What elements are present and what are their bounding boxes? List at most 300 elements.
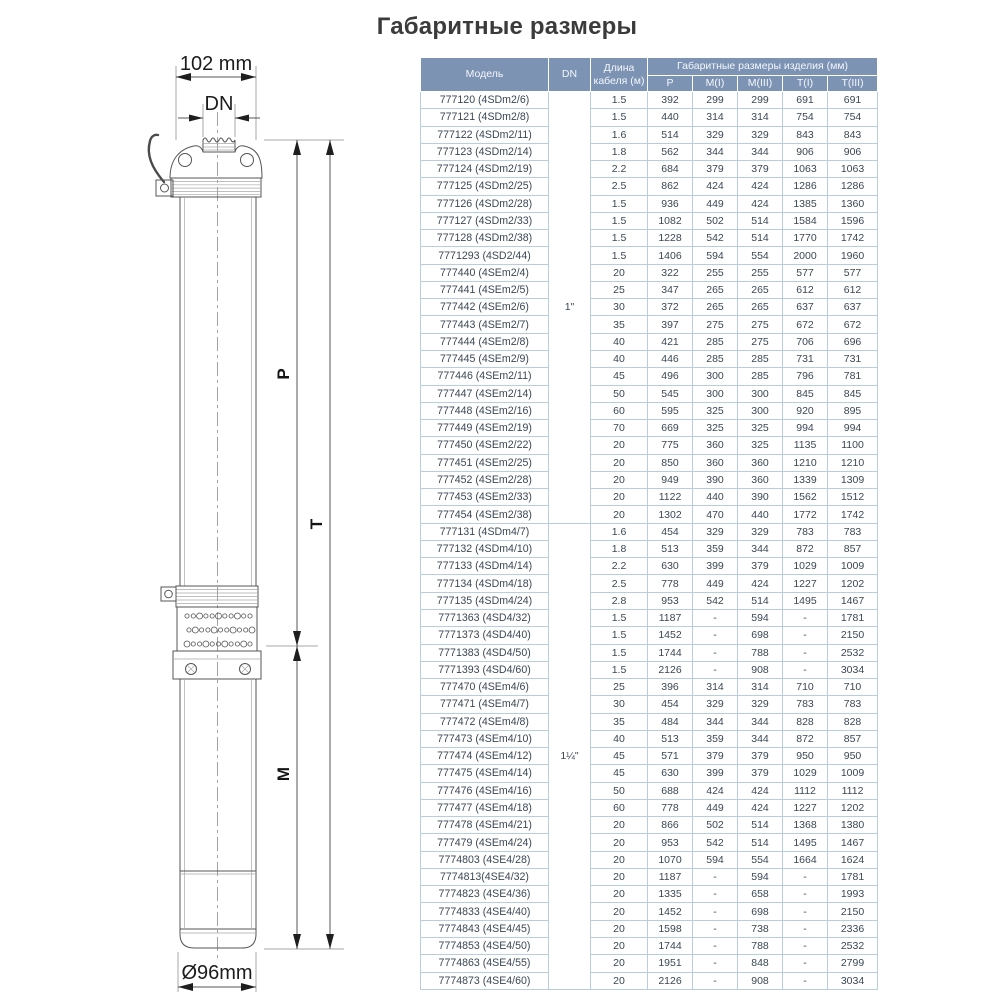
dimension-cell: - (693, 886, 738, 903)
dimension-cell: 325 (693, 402, 738, 419)
dimension-cell: 1286 (783, 178, 828, 195)
model-cell: 777448 (4SEm2/16) (421, 402, 549, 419)
model-cell: 777447 (4SEm2/14) (421, 385, 549, 402)
dimension-cell: - (783, 644, 828, 661)
dimension-cell: 329 (693, 696, 738, 713)
dn-cell: 1¼" (549, 523, 591, 989)
dimension-cell: 390 (693, 471, 738, 488)
cable-length-cell: 60 (591, 402, 648, 419)
dimension-cell: 344 (738, 540, 783, 557)
strainer-hole (210, 642, 214, 646)
dimension-cell: - (783, 920, 828, 937)
dimension-cell: 1742 (828, 230, 878, 247)
dimension-cell: 399 (693, 558, 738, 575)
dimension-cell: 325 (693, 420, 738, 437)
dimension-cell: 1302 (648, 506, 693, 523)
dimension-cell: 347 (648, 281, 693, 298)
dimension-cell: 936 (648, 195, 693, 212)
dimension-cell: 594 (738, 868, 783, 885)
dimension-cell: 710 (783, 679, 828, 696)
dimension-cell: 314 (693, 109, 738, 126)
model-cell: 777132 (4SDm4/10) (421, 540, 549, 557)
dimension-cell: 994 (828, 420, 878, 437)
dimension-cell: 612 (828, 281, 878, 298)
dimension-cell: 379 (738, 765, 783, 782)
dimension-cell: 1744 (648, 644, 693, 661)
dimension-cell: 1385 (783, 195, 828, 212)
cable-length-cell: 20 (591, 868, 648, 885)
dimension-cell: 424 (693, 178, 738, 195)
strainer-hole (230, 627, 236, 633)
header-model: Модель (421, 58, 549, 92)
dimension-cell: 275 (738, 333, 783, 350)
dimension-cell: 265 (738, 281, 783, 298)
strainer-hole (185, 614, 189, 618)
dimension-cell: 783 (828, 523, 878, 540)
cable-length-cell: 45 (591, 748, 648, 765)
dimension-cell: 484 (648, 713, 693, 730)
cable-length-cell: 2.8 (591, 592, 648, 609)
table-row (421, 299, 878, 316)
cable-length-cell: 25 (591, 679, 648, 696)
model-cell: 777472 (4SEm4/8) (421, 713, 549, 730)
strainer-hole (184, 641, 190, 647)
dimension-cell: - (783, 609, 828, 626)
dimension-cell: 329 (738, 523, 783, 540)
suction-strainer-holes (184, 613, 255, 647)
dimension-cell: 950 (783, 748, 828, 765)
dimension-cell: 1187 (648, 868, 693, 885)
model-cell: 777476 (4SEm4/16) (421, 782, 549, 799)
model-cell: 7771373 (4SD4/40) (421, 627, 549, 644)
cable-clamp-bottom (161, 587, 176, 601)
dimension-cell: - (693, 938, 738, 955)
dimension-cell: 449 (693, 575, 738, 592)
dimension-cell: 1029 (783, 558, 828, 575)
table-row (421, 851, 878, 868)
dimension-cell: 1584 (783, 212, 828, 229)
strainer-hole (191, 614, 195, 618)
lower-ribbed-band (161, 586, 258, 607)
dimension-cell: 392 (648, 92, 693, 109)
strainer-hole (234, 613, 240, 619)
dimension-cell: 359 (693, 540, 738, 557)
label-dn: DN (204, 93, 234, 115)
dimension-cell: 630 (648, 765, 693, 782)
dimension-cell: 637 (828, 299, 878, 316)
model-cell: 777128 (4SDm2/38) (421, 230, 549, 247)
cable-length-cell: 1.5 (591, 195, 648, 212)
strainer-hole (229, 642, 233, 646)
dimension-cell: - (783, 886, 828, 903)
dimension-cell: 454 (648, 523, 693, 540)
dimension-cell: 706 (783, 333, 828, 350)
dimension-cell: 542 (693, 592, 738, 609)
dimension-cell: 872 (783, 730, 828, 747)
dimension-cell: 1951 (648, 955, 693, 972)
table-body (421, 92, 878, 990)
table-row (421, 799, 878, 816)
dimension-cell: 3034 (828, 972, 878, 989)
cable-length-cell: 20 (591, 817, 648, 834)
discharge-port (203, 138, 235, 152)
dimension-cell: - (693, 868, 738, 885)
table-row (421, 109, 878, 126)
dimension-cell: 314 (738, 679, 783, 696)
dimension-cell: 778 (648, 799, 693, 816)
dimension-cell: 470 (693, 506, 738, 523)
cable-length-cell: 60 (591, 799, 648, 816)
dimension-cell: 514 (648, 126, 693, 143)
dimension-cell: - (693, 644, 738, 661)
table-row (421, 609, 878, 626)
cable-length-cell: 20 (591, 955, 648, 972)
dimension-cell: 514 (738, 230, 783, 247)
dimension-cell: 440 (648, 109, 693, 126)
cable-length-cell: 40 (591, 350, 648, 367)
table-row (421, 350, 878, 367)
dimension-cell: 329 (738, 696, 783, 713)
dimension-cell: 1187 (648, 609, 693, 626)
dimension-cell: 359 (693, 730, 738, 747)
header-dn: DN (549, 58, 591, 92)
dimension-cell: 1770 (783, 230, 828, 247)
model-cell: 777134 (4SDm4/18) (421, 575, 549, 592)
table-row (421, 385, 878, 402)
dimension-cell: 1029 (783, 765, 828, 782)
dimension-cell: 1993 (828, 886, 878, 903)
cable-length-cell: 40 (591, 333, 648, 350)
dimension-cell: 513 (648, 540, 693, 557)
cable-length-cell: 1.5 (591, 109, 648, 126)
model-cell: 777473 (4SEm4/10) (421, 730, 549, 747)
model-cell: 777479 (4SEm4/24) (421, 834, 549, 851)
model-cell: 7774813(4SE4/32) (421, 868, 549, 885)
model-cell: 777450 (4SEm2/22) (421, 437, 549, 454)
strainer-hole (248, 642, 252, 646)
label-t: T (307, 518, 326, 530)
cable-length-cell: 45 (591, 368, 648, 385)
dimension-cell: 731 (783, 350, 828, 367)
dimension-cell: 255 (693, 264, 738, 281)
dimension-cell: 1339 (783, 471, 828, 488)
dimension-cell: 577 (783, 264, 828, 281)
strainer-hole (237, 628, 241, 632)
cable-line (149, 135, 164, 182)
cable-length-cell: 20 (591, 454, 648, 471)
model-cell: 777441 (4SEm2/5) (421, 281, 549, 298)
model-cell: 7774843 (4SE4/45) (421, 920, 549, 937)
dimension-cell: 255 (738, 264, 783, 281)
strainer-hole (241, 641, 247, 647)
dimension-cell: 449 (693, 195, 738, 212)
strainer-hole (206, 628, 210, 632)
label-diameter-96mm: Ø96mm (181, 962, 253, 984)
dimension-cell: 329 (738, 126, 783, 143)
dimension-cell: 300 (738, 402, 783, 419)
dimension-cell: 1772 (783, 506, 828, 523)
model-cell: 777123 (4SDm2/14) (421, 143, 549, 160)
dimension-cell: - (693, 903, 738, 920)
dimension-cell: 397 (648, 316, 693, 333)
dimension-cell: 1781 (828, 609, 878, 626)
table-row (421, 679, 878, 696)
dimension-cell: 1063 (783, 161, 828, 178)
cable-length-cell: 20 (591, 489, 648, 506)
dimension-cell: 1135 (783, 437, 828, 454)
dimension-cell: 1380 (828, 817, 878, 834)
dimension-cell: 850 (648, 454, 693, 471)
dimension-cell: 1781 (828, 868, 878, 885)
dimension-cell: 637 (783, 299, 828, 316)
dimension-cell: 778 (648, 575, 693, 592)
table-row (421, 454, 878, 471)
dimension-cell: 1210 (828, 454, 878, 471)
model-cell: 777446 (4SEm2/11) (421, 368, 549, 385)
cable-length-cell: 1.5 (591, 247, 648, 264)
dimension-cell: 1309 (828, 471, 878, 488)
dimension-cell: 688 (648, 782, 693, 799)
model-cell: 777471 (4SEm4/7) (421, 696, 549, 713)
table-row (421, 161, 878, 178)
dimension-cell: 828 (783, 713, 828, 730)
table-row (421, 195, 878, 212)
page-title: Габаритные размеры (376, 13, 638, 40)
dimension-cell: 514 (738, 212, 783, 229)
dimension-cell: 691 (828, 92, 878, 109)
dimension-cell: 2126 (648, 972, 693, 989)
dimension-cell: - (693, 661, 738, 678)
model-cell: 7774853 (4SE4/50) (421, 938, 549, 955)
dimension-cell: 738 (738, 920, 783, 937)
motor-body (180, 679, 256, 948)
dimension-cell: 1227 (783, 575, 828, 592)
dimension-cell: 285 (693, 333, 738, 350)
dimension-cell: 1467 (828, 834, 878, 851)
dimension-cell: 1009 (828, 765, 878, 782)
model-cell: 777454 (4SEm2/38) (421, 506, 549, 523)
dimension-cell: 446 (648, 350, 693, 367)
dimension-cell: 783 (783, 696, 828, 713)
header-cable-length: Длина кабеля (м) (591, 58, 648, 92)
strainer-hole (191, 642, 195, 646)
dimension-cell: - (693, 972, 738, 989)
dimension-cell: - (693, 920, 738, 937)
cable-length-cell: 30 (591, 299, 648, 316)
model-cell: 777135 (4SDm4/24) (421, 592, 549, 609)
table-row (421, 247, 878, 264)
dimension-cell: 872 (783, 540, 828, 557)
model-cell: 777475 (4SEm4/14) (421, 765, 549, 782)
dimension-cell: 866 (648, 817, 693, 834)
dimension-cell: 421 (648, 333, 693, 350)
dimension-cell: 1335 (648, 886, 693, 903)
dimension-cell: 440 (693, 489, 738, 506)
dimension-cell: 424 (738, 575, 783, 592)
dimension-cell: 514 (738, 834, 783, 851)
cable-length-cell: 2.2 (591, 161, 648, 178)
model-cell: 7774833 (4SE4/40) (421, 903, 549, 920)
dimension-cell: 1960 (828, 247, 878, 264)
dimension-cell: 554 (738, 851, 783, 868)
dimension-cell: 1360 (828, 195, 878, 212)
coupling-flange (173, 651, 261, 679)
table-row (421, 212, 878, 229)
table-row (421, 765, 878, 782)
cable-length-cell: 1.6 (591, 126, 648, 143)
dimension-cell: 344 (738, 713, 783, 730)
table-row (421, 592, 878, 609)
dimension-cell: 658 (738, 886, 783, 903)
strainer-hole (235, 642, 239, 646)
dimension-cell: 783 (828, 696, 878, 713)
model-cell: 777124 (4SDm2/19) (421, 161, 549, 178)
table-row (421, 264, 878, 281)
model-cell: 7771383 (4SD4/50) (421, 644, 549, 661)
cable-length-cell: 50 (591, 782, 648, 799)
dimension-cell: 672 (828, 316, 878, 333)
dimension-cell: 360 (693, 437, 738, 454)
dimension-cell: - (783, 903, 828, 920)
strainer-hole (204, 614, 208, 618)
cable-length-cell: 20 (591, 471, 648, 488)
dimension-cell: 344 (738, 730, 783, 747)
dimension-diameter-96mm (178, 952, 256, 992)
cable-length-cell: 1.5 (591, 609, 648, 626)
cable-length-cell: 25 (591, 281, 648, 298)
dimension-cell: 2000 (783, 247, 828, 264)
dimension-cell: 360 (738, 454, 783, 471)
dimension-cell: - (783, 661, 828, 678)
cable-length-cell: 20 (591, 972, 648, 989)
dimension-cell: 953 (648, 592, 693, 609)
table-row (421, 972, 878, 989)
dimension-cell: 1100 (828, 437, 878, 454)
dimensions-table (420, 57, 878, 990)
model-cell: 777477 (4SEm4/18) (421, 799, 549, 816)
dimension-cell: 514 (738, 817, 783, 834)
dimension-cell: - (783, 938, 828, 955)
dimension-cell: 953 (648, 834, 693, 851)
dimension-cell: 1210 (783, 454, 828, 471)
dimension-cell: 2532 (828, 938, 878, 955)
lifting-lug-hole-right (241, 154, 254, 167)
model-cell: 777121 (4SDm2/8) (421, 109, 549, 126)
dn-cell: 1" (549, 92, 591, 524)
dimension-cell: 1202 (828, 799, 878, 816)
dimension-cell: 1624 (828, 851, 878, 868)
cable-length-cell: 45 (591, 765, 648, 782)
dimension-cell: 1286 (828, 178, 878, 195)
dimension-cell: 691 (783, 92, 828, 109)
dimension-cell: 1202 (828, 575, 878, 592)
dimension-cell: 698 (738, 627, 783, 644)
model-cell: 777478 (4SEm4/21) (421, 817, 549, 834)
cable-length-cell: 20 (591, 903, 648, 920)
dimension-cell: 399 (693, 765, 738, 782)
dimension-cell: 344 (693, 143, 738, 160)
dimension-cell: 594 (738, 609, 783, 626)
dimension-p-m-t (264, 140, 344, 949)
model-cell: 777122 (4SDm2/11) (421, 126, 549, 143)
dimension-cell: 314 (693, 679, 738, 696)
pump-head (170, 146, 262, 178)
dimension-cell: 862 (648, 178, 693, 195)
table-row (421, 281, 878, 298)
table-row (421, 782, 878, 799)
strainer-hole (210, 614, 214, 618)
dimension-cell: 594 (693, 247, 738, 264)
table-row (421, 730, 878, 747)
dimension-cell: 906 (828, 143, 878, 160)
dimension-cell: 344 (738, 143, 783, 160)
table-row (421, 661, 878, 678)
strainer-hole (223, 614, 227, 618)
table-row (421, 558, 878, 575)
dimension-cell: 325 (738, 420, 783, 437)
model-cell: 777443 (4SEm2/7) (421, 316, 549, 333)
dimension-cell: 372 (648, 299, 693, 316)
table-row (421, 506, 878, 523)
strainer-hole (218, 628, 222, 632)
table-row (421, 523, 878, 540)
dimension-cell: 1744 (648, 938, 693, 955)
dimension-cell: - (783, 972, 828, 989)
cable-length-cell: 1.5 (591, 661, 648, 678)
table-row (421, 437, 878, 454)
cable-length-cell: 20 (591, 938, 648, 955)
table-row (421, 627, 878, 644)
dimension-cell: 848 (738, 955, 783, 972)
model-cell: 7774863 (4SE4/55) (421, 955, 549, 972)
header-dim-t3: T(III) (828, 76, 878, 92)
strainer-hole (242, 614, 246, 618)
dimension-cell: 949 (648, 471, 693, 488)
dimension-cell: 857 (828, 730, 878, 747)
cable-length-cell: 30 (591, 696, 648, 713)
model-cell: 777127 (4SDm2/33) (421, 212, 549, 229)
dimension-cell: 710 (828, 679, 878, 696)
dimension-cell: 562 (648, 143, 693, 160)
table-row (421, 368, 878, 385)
cable-length-cell: 20 (591, 886, 648, 903)
dimension-cell: - (783, 955, 828, 972)
cable-length-cell: 2.2 (591, 558, 648, 575)
dimension-cell: 1082 (648, 212, 693, 229)
dimension-cell: 1512 (828, 489, 878, 506)
dimension-cell: 300 (738, 385, 783, 402)
dimension-cell: - (783, 627, 828, 644)
dimension-cell: 454 (648, 696, 693, 713)
strainer-hole (222, 641, 228, 647)
dimension-cell: 275 (693, 316, 738, 333)
dimension-cell: 906 (783, 143, 828, 160)
dimension-cell: 379 (738, 748, 783, 765)
dimension-cell: 1063 (828, 161, 878, 178)
model-cell: 777442 (4SEm2/6) (421, 299, 549, 316)
dimension-cell: 502 (693, 817, 738, 834)
dimension-cell: 2532 (828, 644, 878, 661)
dimension-cell: 379 (693, 748, 738, 765)
cable-length-cell: 50 (591, 385, 648, 402)
dimension-cell: 731 (828, 350, 878, 367)
table-row (421, 143, 878, 160)
cable-length-cell: 1.5 (591, 230, 648, 247)
label-p: P (274, 368, 293, 380)
dimension-cell: 424 (693, 782, 738, 799)
header-dim-t1: T(I) (783, 76, 828, 92)
table-row (421, 575, 878, 592)
